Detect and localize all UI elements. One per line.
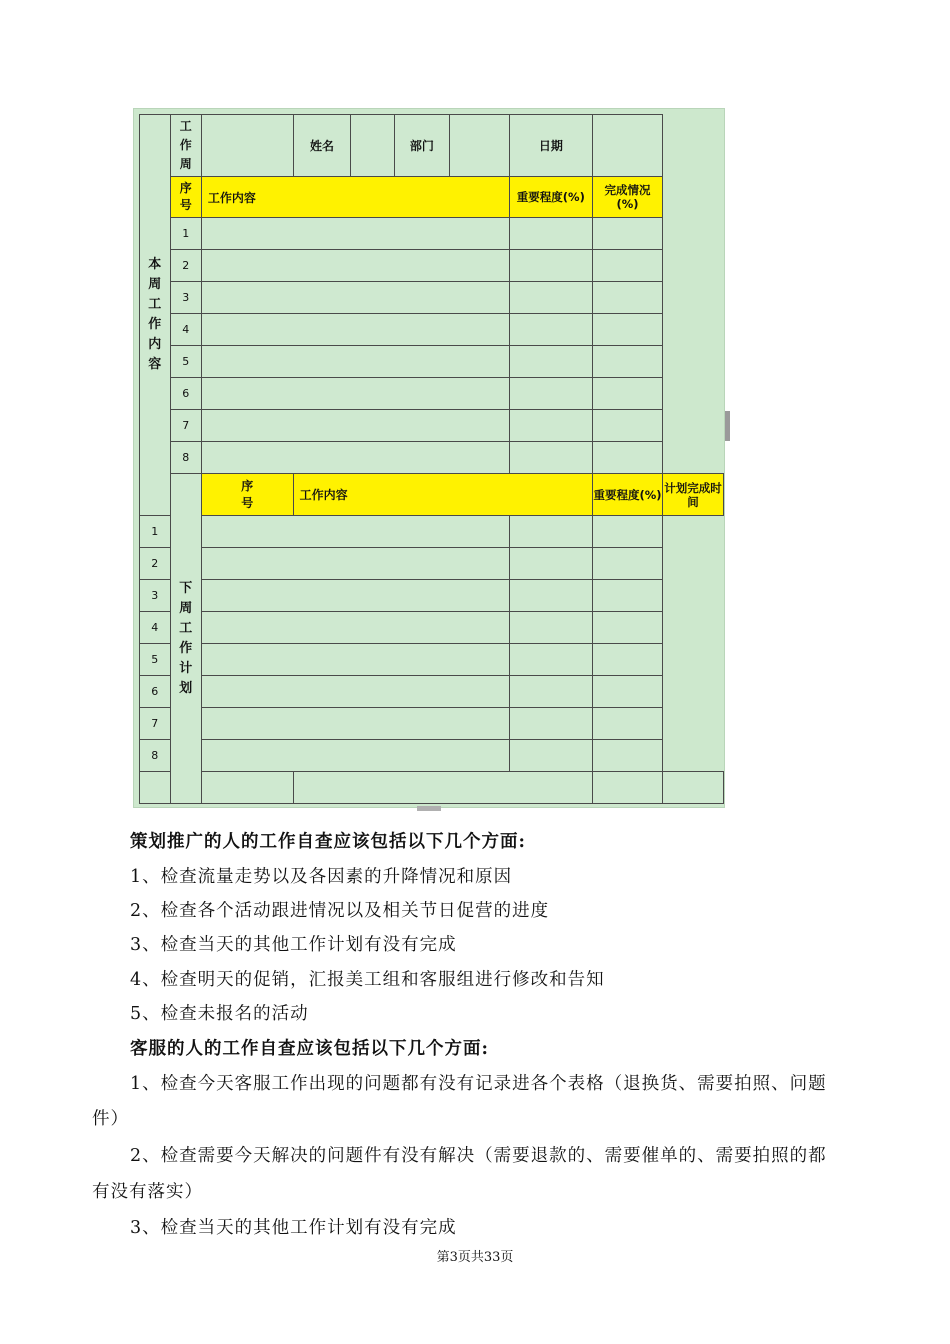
list-item: 4、检查明天的促销，汇报美工组和客服组进行修改和告知 <box>130 970 605 990</box>
table-row <box>140 442 724 474</box>
list-item: 5、检查未报名的活动 <box>130 1004 309 1024</box>
next-week-row-number: 7 <box>140 708 171 740</box>
next-week-importance-cell[interactable] <box>509 612 592 644</box>
this-week-status-cell[interactable] <box>593 314 663 346</box>
next-week-content-cell[interactable] <box>201 740 509 772</box>
next-week-plan-label: 计划完成时间 <box>663 474 724 516</box>
date-value-cell[interactable] <box>593 115 663 177</box>
table-row <box>140 346 724 378</box>
next-week-importance-cell[interactable] <box>509 644 592 676</box>
this-week-importance-cell[interactable] <box>509 250 592 282</box>
table-row <box>140 314 724 346</box>
weekly-report-table <box>139 114 724 804</box>
empty-cell <box>140 772 171 804</box>
next-week-importance-cell[interactable] <box>509 580 592 612</box>
table-row <box>140 516 724 548</box>
list-item: 2、检查各个活动跟进情况以及相关节日促营的进度 <box>130 901 550 921</box>
this-week-content-cell[interactable] <box>201 410 509 442</box>
next-week-status-cell[interactable] <box>593 740 663 772</box>
this-week-row-number: 1 <box>170 218 201 250</box>
next-week-content-cell[interactable] <box>201 612 509 644</box>
next-week-content-cell[interactable] <box>201 516 509 548</box>
this-week-row-number: 3 <box>170 282 201 314</box>
name-value-cell[interactable] <box>351 115 394 177</box>
page-footer: 第3页共33页 <box>436 1250 514 1265</box>
table-row <box>140 378 724 410</box>
this-week-importance-cell[interactable] <box>509 282 592 314</box>
dept-value-cell[interactable] <box>450 115 510 177</box>
list-item: 有没有落实） <box>92 1182 203 1202</box>
next-week-status-cell[interactable] <box>593 516 663 548</box>
list-item: 件） <box>92 1109 129 1129</box>
this-week-content-cell[interactable] <box>201 250 509 282</box>
this-week-content-cell[interactable] <box>201 378 509 410</box>
table-header-row <box>140 115 724 177</box>
next-week-status-cell[interactable] <box>593 580 663 612</box>
next-week-importance-cell[interactable] <box>509 740 592 772</box>
this-week-content-cell[interactable] <box>201 314 509 346</box>
next-week-status-cell[interactable] <box>593 612 663 644</box>
list-item: 1、检查流量走势以及各因素的升降情况和原因 <box>130 867 513 887</box>
this-week-importance-cell[interactable] <box>509 378 592 410</box>
next-week-seq-label: 序号 <box>201 474 293 516</box>
this-week-status-cell[interactable] <box>593 442 663 474</box>
this-week-row-number: 7 <box>170 410 201 442</box>
list-item: 1、检查今天客服工作出现的问题都有没有记录进各个表格（退换货、需要拍照、问题 <box>130 1074 827 1094</box>
list-item: 3、检查当天的其他工作计划有没有完成 <box>130 1218 457 1238</box>
next-week-row-number: 1 <box>140 516 171 548</box>
table-row <box>140 612 724 644</box>
next-week-status-cell[interactable] <box>593 644 663 676</box>
this-week-status-cell[interactable] <box>593 378 663 410</box>
week-label: 工作周 <box>170 115 201 177</box>
this-week-row-number: 5 <box>170 346 201 378</box>
this-week-content-cell[interactable] <box>201 282 509 314</box>
next-week-column-header-row <box>140 474 724 516</box>
week-value-cell[interactable] <box>201 115 293 177</box>
this-week-importance-cell[interactable] <box>509 218 592 250</box>
table-row <box>140 740 724 772</box>
next-week-content-cell[interactable] <box>201 580 509 612</box>
this-week-status-cell[interactable] <box>593 282 663 314</box>
next-week-importance-cell[interactable] <box>509 708 592 740</box>
this-week-row-number: 8 <box>170 442 201 474</box>
next-week-row-number: 6 <box>140 676 171 708</box>
scroll-handle-bottom <box>417 806 441 811</box>
table-row <box>140 282 724 314</box>
next-week-status-cell[interactable] <box>593 708 663 740</box>
next-week-row-number: 8 <box>140 740 171 772</box>
this-week-status-cell[interactable] <box>593 250 663 282</box>
table-row <box>140 218 724 250</box>
next-week-row-number: 5 <box>140 644 171 676</box>
table-row <box>140 410 724 442</box>
next-week-status-cell[interactable] <box>593 548 663 580</box>
this-week-row-number: 2 <box>170 250 201 282</box>
this-week-importance-cell[interactable] <box>509 346 592 378</box>
next-week-importance-label: 重要程度(%) <box>593 474 663 516</box>
this-week-content-cell[interactable] <box>201 218 509 250</box>
next-week-importance-cell[interactable] <box>509 516 592 548</box>
table-row <box>140 548 724 580</box>
next-week-content-label: 工作内容 <box>293 474 592 516</box>
list-item: 2、检查需要今天解决的问题件有没有解决（需要退款的、需要催单的、需要拍照的都 <box>130 1146 827 1166</box>
next-week-importance-cell[interactable] <box>509 676 592 708</box>
date-label: 日期 <box>509 115 592 177</box>
next-week-row-number: 4 <box>140 612 171 644</box>
this-week-importance-cell[interactable] <box>509 314 592 346</box>
this-week-seq-label: 序号 <box>170 177 201 218</box>
this-week-status-cell[interactable] <box>593 410 663 442</box>
empty-cell[interactable] <box>593 772 663 804</box>
this-week-section-label: 本周工作内容 <box>140 115 171 516</box>
this-week-status-cell[interactable] <box>593 218 663 250</box>
this-week-status-cell[interactable] <box>593 346 663 378</box>
next-week-content-cell[interactable] <box>201 708 509 740</box>
next-week-row-number: 3 <box>140 580 171 612</box>
this-week-content-cell[interactable] <box>201 346 509 378</box>
table-row <box>140 644 724 676</box>
next-week-content-cell[interactable] <box>201 676 509 708</box>
this-week-content-cell[interactable] <box>201 442 509 474</box>
section-heading: 策划推广的人的工作自查应该包括以下几个方面: <box>130 832 526 852</box>
this-week-row-number: 4 <box>170 314 201 346</box>
section-heading: 客服的人的工作自查应该包括以下几个方面: <box>130 1039 489 1059</box>
next-week-status-cell[interactable] <box>593 676 663 708</box>
table-row <box>140 708 724 740</box>
table-row <box>140 250 724 282</box>
next-week-row-number: 2 <box>140 548 171 580</box>
name-label: 姓名 <box>293 115 351 177</box>
next-week-importance-cell[interactable] <box>509 548 592 580</box>
table-row <box>140 676 724 708</box>
this-week-status-label: 完成情况(%) <box>593 177 663 218</box>
table-row <box>140 580 724 612</box>
next-week-section-label: 下周工作计划 <box>170 474 201 804</box>
empty-cell[interactable] <box>663 772 724 804</box>
this-week-column-header-row <box>140 177 724 218</box>
empty-cell[interactable] <box>201 772 293 804</box>
dept-label: 部门 <box>394 115 449 177</box>
list-item: 3、检查当天的其他工作计划有没有完成 <box>130 935 457 955</box>
this-week-importance-label: 重要程度(%) <box>509 177 592 218</box>
table-row-empty <box>140 772 724 804</box>
this-week-importance-cell[interactable] <box>509 442 592 474</box>
empty-cell[interactable] <box>293 772 592 804</box>
this-week-importance-cell[interactable] <box>509 410 592 442</box>
this-week-content-label: 工作内容 <box>201 177 509 218</box>
next-week-content-cell[interactable] <box>201 644 509 676</box>
weekly-report-table-image <box>133 108 725 808</box>
next-week-content-cell[interactable] <box>201 548 509 580</box>
this-week-row-number: 6 <box>170 378 201 410</box>
scroll-handle-right <box>725 411 730 441</box>
